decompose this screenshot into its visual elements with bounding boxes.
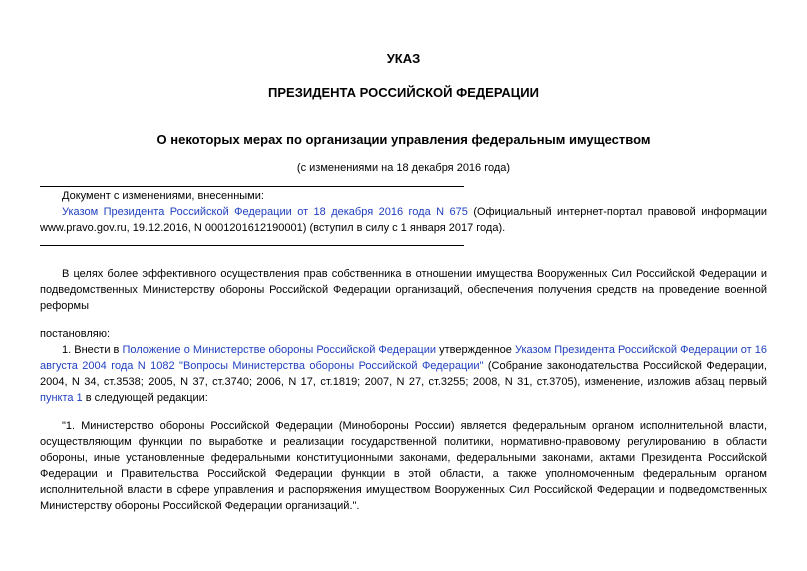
decree-word: постановляю: — [40, 328, 111, 340]
item-1-text-b: утвержденное — [436, 344, 515, 356]
quoted-amendment-paragraph: "1. Министерство обороны Российской Федерации (Минобороны России) является федеральным органом исполнительной власти, осуществляющим функции по выработке и реализации государственной политики, нормативно-правовому регулированию в области обороны, иные установленные федеральными конституционными законами, федеральными законами, актами Президента Российской Федерации и Правительства Российской Федерации функции в этой области, а также уполномоченным федеральным органом исполнительной власти в сфере управления и распоряжения имуществом Вооруженных Сил Российской Федерации и подведомственных Министерству обороны Российской Федерации организаций.". — [40, 420, 767, 512]
bottom-divider — [40, 245, 464, 246]
document-title: УКАЗ — [386, 51, 421, 66]
document-subject: О некоторых мерах по организации управления федеральным имуществом — [156, 132, 651, 147]
item-1-text-d: в следующей редакции: — [82, 392, 208, 404]
top-divider — [40, 186, 464, 187]
changes-intro: Документ с изменениями, внесенными: — [62, 190, 264, 202]
changes-note — [40, 188, 767, 236]
decree-1082-link[interactable]: Указом Президента Российской Федерации от 16 августа 2004 года N 1082 "Вопросы Министерства обороны Российской Федерации" — [40, 344, 767, 372]
item-1-text-c: (Собрание законодательства Российской Федерации, 2004, N 34, ст.3538; 2005, N 37, ст.3740; 2006, N 17, ст.1819; 2007, N 27, ст.3255; 2008, N 31, ст.3705), изменение, изложив абзац первый — [40, 360, 767, 388]
amendments-note: (с изменениями на 18 декабря 2016 года) — [296, 162, 511, 174]
point-1-link[interactable]: пункта 1 — [40, 392, 83, 404]
item-1-text-a: 1. Внести в — [62, 344, 123, 356]
item-1-paragraph — [40, 342, 767, 406]
document-issuer: ПРЕЗИДЕНТА РОССИЙСКОЙ ФЕДЕРАЦИИ — [268, 85, 539, 100]
preamble-paragraph: В целях более эффективного осуществления прав собственника в отношении имущества Вооруженных Сил Российской Федерации и подведомственных Министерству обороны Российской Федерации организаций, обеспечения получения средств на проведение военной реформы — [40, 268, 767, 312]
amending-decree-link[interactable]: Указом Президента Российской Федерации от 18 декабря 2016 года N 675 — [62, 206, 468, 218]
changes-details-text: (Официальный интернет-портал правовой информации www.pravo.gov.ru, 19.12.2016, N 0001201612190001) (вступил в силу с 1 января 2017 года). — [40, 206, 767, 234]
regulation-link[interactable]: Положение о Министерстве обороны Российской Федерации — [122, 344, 437, 356]
changes-details — [40, 204, 767, 236]
